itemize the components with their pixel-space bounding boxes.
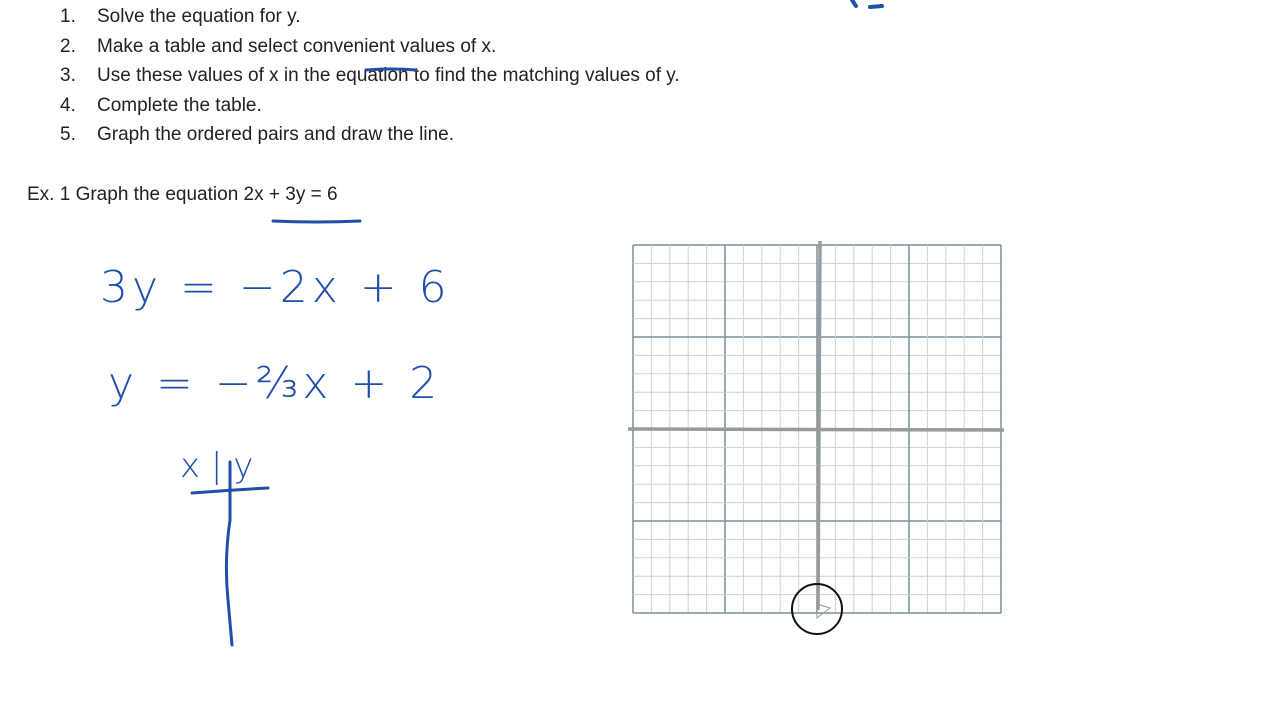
step-text: Complete the table.: [97, 94, 262, 116]
step-number: 3.: [60, 65, 76, 86]
step-number: 5.: [60, 124, 76, 145]
step-text: Solve the equation for y.: [97, 6, 301, 27]
x-axis: [628, 429, 1004, 430]
y-axis: [818, 241, 820, 610]
handwritten-step-1: 3y = −2x + 6: [100, 262, 451, 313]
example-label: Ex. 1 Graph the equation: [27, 184, 244, 205]
handwritten-step-2: y = −⅔x + 2: [108, 358, 442, 409]
step-text: Use these values of x in the equation to find the matching values of y.: [97, 65, 680, 86]
step-text: Graph the ordered pairs and draw the line.: [97, 124, 454, 145]
step-number: 4.: [60, 94, 76, 116]
step-number: 2.: [60, 35, 76, 57]
step-number: 1.: [60, 6, 76, 27]
example-equation: 2x + 3y = 6: [243, 184, 338, 205]
step-text: Make a table and select convenient values of x.: [97, 35, 497, 57]
handwritten-table-header: x | y: [180, 446, 254, 486]
